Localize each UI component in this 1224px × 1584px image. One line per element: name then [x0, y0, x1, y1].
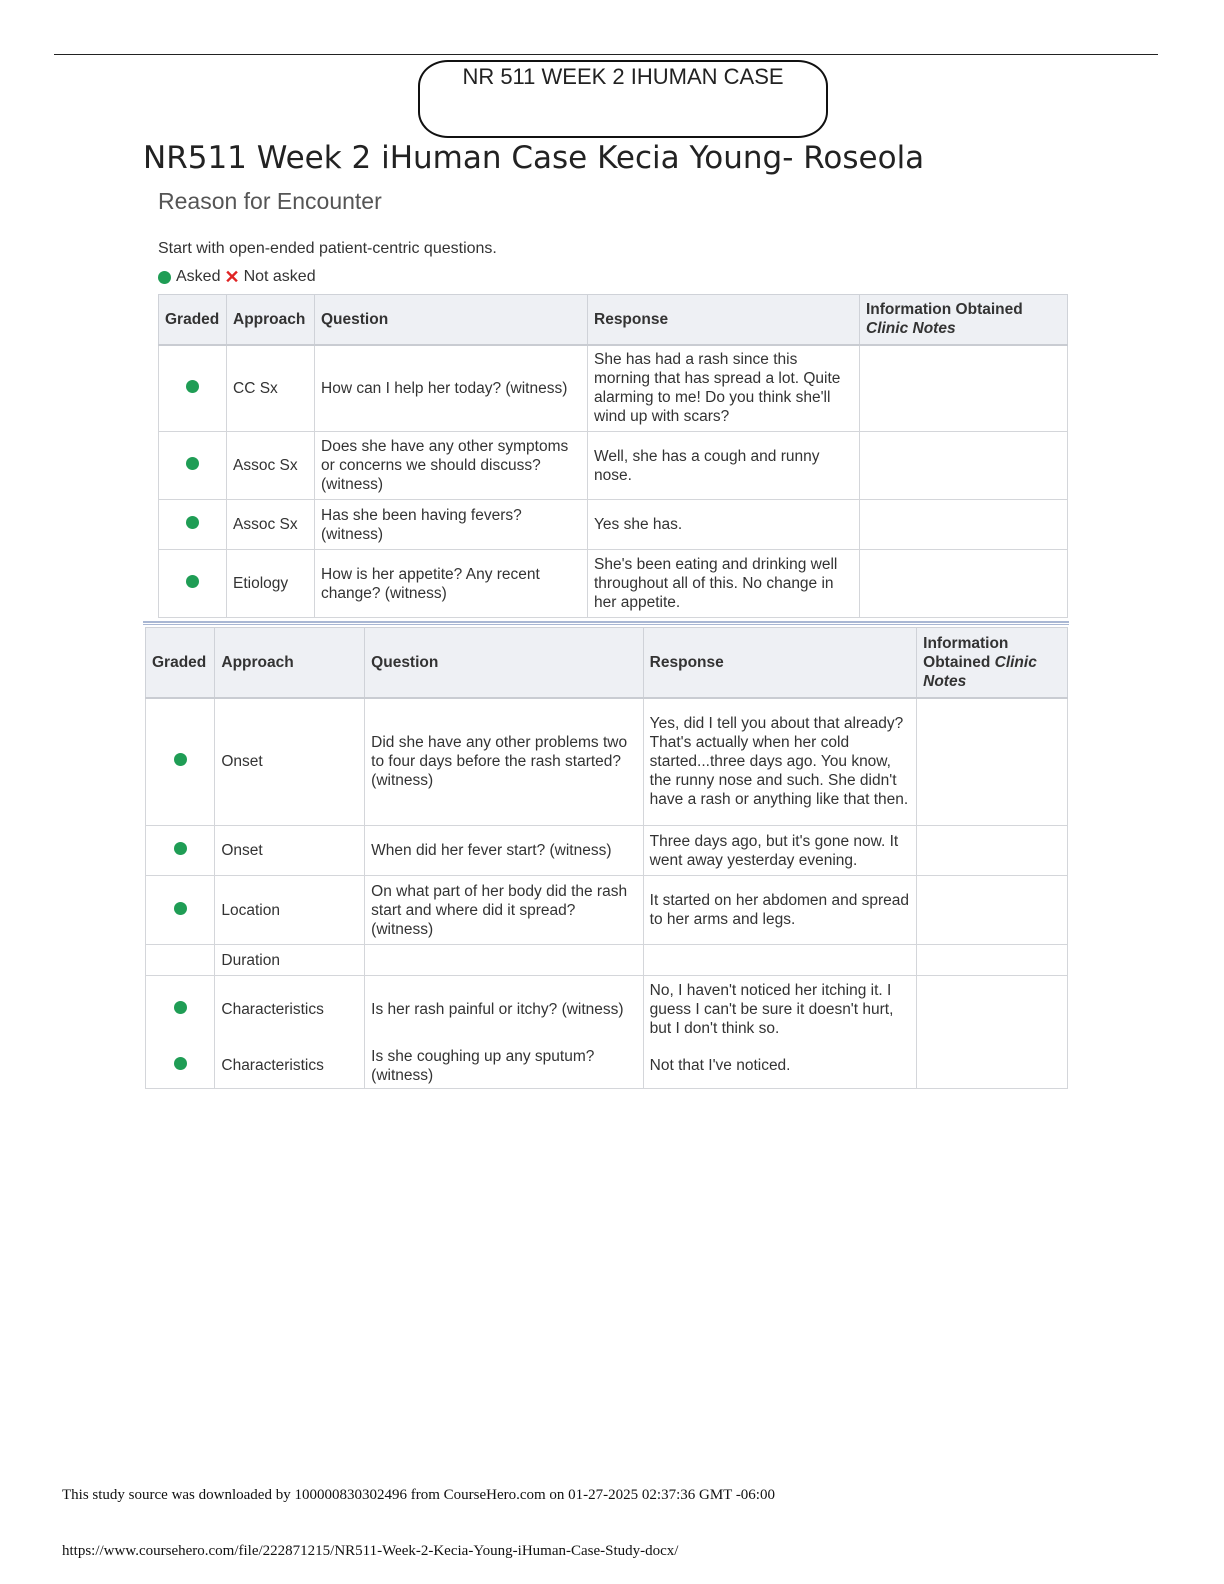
- question-cell: Is her rash painful or itchy? (witness): [365, 976, 644, 1044]
- response-cell: Well, she has a cough and runny nose.: [588, 432, 860, 500]
- table-header-row: [146, 628, 1068, 698]
- approach-cell: Assoc Sx: [227, 432, 315, 500]
- question-cell: How can I help her today? (witness): [315, 345, 588, 432]
- response-cell: She has had a rash since this morning that has spread a lot. Quite alarming to me! Do you think she'll wind up with scars?: [588, 345, 860, 432]
- header-approach: Approach: [227, 295, 315, 345]
- graded-cell: [159, 500, 227, 550]
- question-cell: Does she have any other symptoms or concerns we should discuss? (witness): [315, 432, 588, 500]
- table-row: [146, 1044, 1068, 1089]
- graded-cell: [146, 1044, 215, 1089]
- response-cell: No, I haven't noticed her itching it. I guess I can't be sure it doesn't hurt, but I don't think so.: [643, 976, 916, 1044]
- asked-dot-icon: [186, 575, 199, 588]
- asked-dot-icon: [186, 457, 199, 470]
- asked-dot-icon: [174, 1057, 187, 1070]
- header-question: Question: [365, 628, 644, 698]
- table-row: [159, 345, 1068, 432]
- info-cell: [860, 550, 1068, 618]
- asked-dot-icon: [174, 842, 187, 855]
- graded-cell: [159, 550, 227, 618]
- graded-cell: [146, 876, 215, 945]
- table-row: [146, 876, 1068, 945]
- graded-cell: [146, 976, 215, 1044]
- approach-cell: Onset: [215, 698, 365, 826]
- table-row: [146, 976, 1068, 1044]
- table-header-row: [159, 295, 1068, 345]
- section-heading: Reason for Encounter: [158, 188, 382, 214]
- response-cell: It started on her abdomen and spread to her arms and legs.: [643, 876, 916, 945]
- table-row: [159, 432, 1068, 500]
- approach-cell: Duration: [215, 945, 365, 976]
- header-info: Information Obtained Clinic Notes: [860, 295, 1068, 345]
- approach-cell: Assoc Sx: [227, 500, 315, 550]
- response-cell: [643, 945, 916, 976]
- approach-cell: Onset: [215, 826, 365, 876]
- asked-dot-icon: [174, 753, 187, 766]
- header-response: Response: [643, 628, 916, 698]
- source-url: https://www.coursehero.com/file/222871215/NR511-Week-2-Kecia-Young-iHuman-Case-Study-docx/: [62, 1543, 679, 1559]
- info-cell: [917, 826, 1068, 876]
- legend-asked-label: Asked: [176, 268, 221, 285]
- download-note: This study source was downloaded by 100000830302496 from CourseHero.com on 01-27-2025 02:37:36 GMT -06:00: [62, 1487, 775, 1503]
- instruction-text: Start with open-ended patient-centric questions.: [158, 240, 497, 257]
- asked-dot-icon: [186, 380, 199, 393]
- info-cell: [917, 976, 1068, 1044]
- info-cell: [860, 345, 1068, 432]
- header-graded: Graded: [146, 628, 215, 698]
- response-cell: Yes, did I tell you about that already? That's actually when her cold started...three days ago. You know, the runny nose and such. She didn't have a rash or anything like that then.: [643, 698, 916, 826]
- encounter-table-1: [158, 294, 1068, 618]
- legend-not-asked-label: Not asked: [243, 268, 316, 285]
- graded-cell: [146, 698, 215, 826]
- response-cell: Not that I've noticed.: [643, 1044, 916, 1089]
- approach-cell: Etiology: [227, 550, 315, 618]
- document-title: NR511 Week 2 iHuman Case Kecia Young- Roseola: [143, 140, 925, 176]
- table-row: [146, 826, 1068, 876]
- top-rule: [54, 54, 1158, 55]
- question-cell: On what part of her body did the rash start and where did it spread? (witness): [365, 876, 644, 945]
- question-cell: Has she been having fevers? (witness): [315, 500, 588, 550]
- approach-cell: CC Sx: [227, 345, 315, 432]
- table-row: [159, 550, 1068, 618]
- header-response: Response: [588, 295, 860, 345]
- question-cell: When did her fever start? (witness): [365, 826, 644, 876]
- header-graded: Graded: [159, 295, 227, 345]
- approach-cell: Characteristics: [215, 1044, 365, 1089]
- info-cell: [917, 945, 1068, 976]
- header-approach: Approach: [215, 628, 365, 698]
- question-cell: Did she have any other problems two to four days before the rash started? (witness): [365, 698, 644, 826]
- response-cell: She's been eating and drinking well throughout all of this. No change in her appetite.: [588, 550, 860, 618]
- asked-dot-icon: [174, 902, 187, 915]
- question-cell: Is she coughing up any sputum? (witness): [365, 1044, 644, 1089]
- graded-cell: [146, 826, 215, 876]
- graded-cell: [159, 432, 227, 500]
- approach-cell: Characteristics: [215, 976, 365, 1044]
- header-banner: NR 511 WEEK 2 IHUMAN CASE: [418, 60, 828, 138]
- table-separator: [143, 621, 1069, 625]
- approach-cell: Location: [215, 876, 365, 945]
- not-asked-x-icon: ✕: [224, 267, 240, 287]
- response-cell: Yes she has.: [588, 500, 860, 550]
- info-cell: [917, 876, 1068, 945]
- legend: [158, 268, 316, 286]
- table-row: [146, 698, 1068, 826]
- encounter-table-2: [145, 627, 1068, 1089]
- graded-cell: [159, 345, 227, 432]
- info-cell: [860, 432, 1068, 500]
- header-question: Question: [315, 295, 588, 345]
- table-row: [159, 500, 1068, 550]
- header-info: Information Obtained Clinic Notes: [917, 628, 1068, 698]
- question-cell: [365, 945, 644, 976]
- asked-dot-icon: [174, 1001, 187, 1014]
- info-cell: [860, 500, 1068, 550]
- question-cell: How is her appetite? Any recent change? (witness): [315, 550, 588, 618]
- info-cell: [917, 698, 1068, 826]
- graded-cell: [146, 945, 215, 976]
- asked-dot-icon: [186, 516, 199, 529]
- asked-dot-icon: [158, 271, 171, 284]
- response-cell: Three days ago, but it's gone now. It went away yesterday evening.: [643, 826, 916, 876]
- table-row: [146, 945, 1068, 976]
- info-cell: [917, 1044, 1068, 1089]
